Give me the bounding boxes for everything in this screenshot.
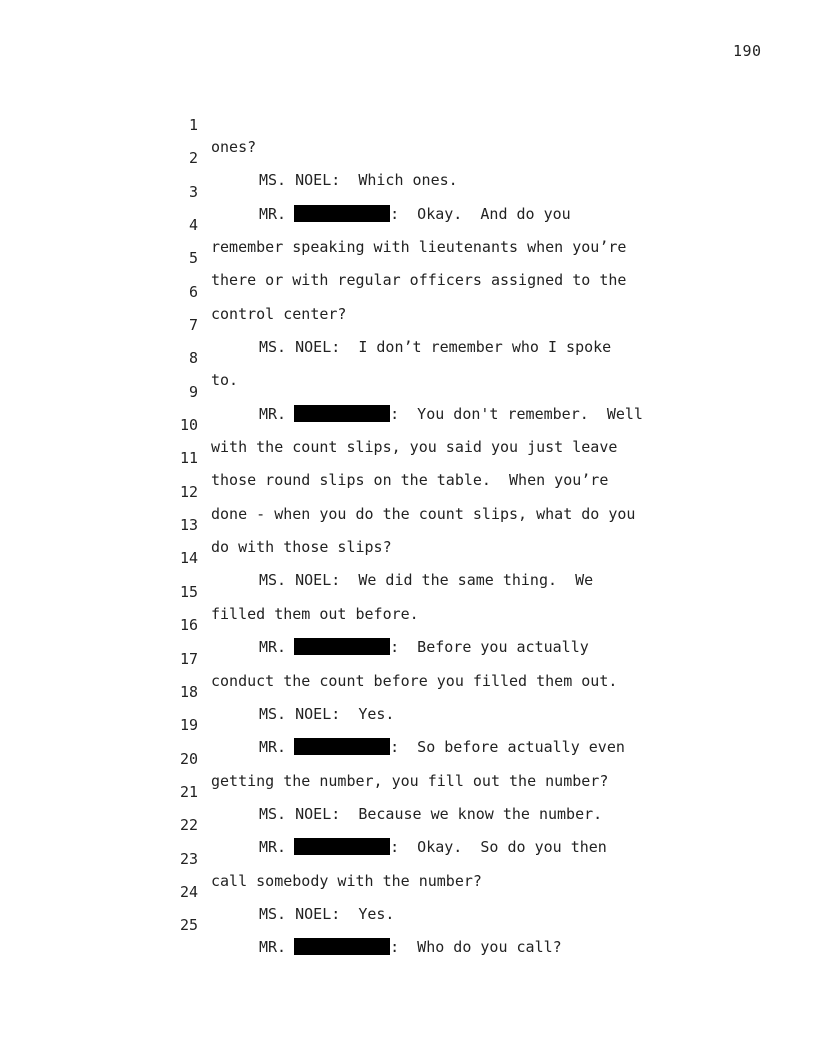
line-number: 25 xyxy=(179,916,198,935)
speaker-title: MR. xyxy=(259,938,287,957)
transcript-line xyxy=(0,359,816,423)
line-text: filled them out before. xyxy=(211,604,419,623)
transcript-line xyxy=(0,292,816,357)
line-text: those round slips on the table. When you’re xyxy=(211,471,609,490)
line-number: 1 xyxy=(188,116,198,134)
line-text: MS. NOEL: Because we know the number. xyxy=(259,804,603,823)
line-number: 11 xyxy=(179,449,198,468)
line-text: remember speaking with lieutenants when you’re xyxy=(211,238,627,257)
speaker-line xyxy=(259,936,562,958)
transcript-line xyxy=(0,159,816,223)
transcript-body xyxy=(0,92,816,957)
transcript-line xyxy=(0,459,816,523)
line-number: 2 xyxy=(188,149,198,168)
line-number: 13 xyxy=(179,516,198,535)
transcript-line xyxy=(0,726,816,790)
line-text: ones? xyxy=(211,138,257,156)
line-number: 16 xyxy=(179,616,198,635)
transcript-line xyxy=(0,192,816,257)
transcript-line xyxy=(0,892,816,957)
line-text: : So before actually even xyxy=(390,738,625,757)
line-text: : Who do you call? xyxy=(390,938,562,957)
speaker-title: MR. xyxy=(259,404,287,423)
line-text: : Okay. So do you then xyxy=(390,838,607,857)
line-number: 15 xyxy=(179,582,198,601)
line-text: MS. NOEL: I don’t remember who I spoke xyxy=(259,338,612,357)
transcript-line xyxy=(0,425,816,490)
line-number: 12 xyxy=(179,482,198,501)
transcript-line xyxy=(0,592,816,657)
line-text: with the count slips, you said you just leave xyxy=(211,438,618,457)
line-text: MS. NOEL: We did the same thing. We xyxy=(259,571,594,590)
transcript-line xyxy=(0,225,816,290)
line-text: control center? xyxy=(211,304,347,323)
speaker-title: MR. xyxy=(259,638,287,657)
line-text: to. xyxy=(211,371,239,390)
line-text: MS. NOEL: Yes. xyxy=(259,704,395,723)
line-text: : You don't remember. Well xyxy=(390,404,643,423)
line-text: getting the number, you fill out the number? xyxy=(211,771,609,790)
line-number: 6 xyxy=(188,282,198,301)
transcript-line xyxy=(0,125,816,190)
line-number: 18 xyxy=(179,682,198,701)
line-number: 10 xyxy=(179,416,198,435)
transcript-line xyxy=(0,392,816,457)
line-number: 22 xyxy=(179,816,198,835)
transcript-line xyxy=(0,492,816,557)
line-text: there or with regular officers assigned to the xyxy=(211,271,627,290)
line-number: 20 xyxy=(179,749,198,768)
transcript-line xyxy=(0,92,816,156)
speaker-title: MR. xyxy=(259,838,287,857)
transcript-line xyxy=(0,692,816,757)
line-text: : Okay. And do you xyxy=(390,204,571,223)
line-text: conduct the count before you filled them out. xyxy=(211,671,618,690)
line-number: 14 xyxy=(179,549,198,568)
transcript-line xyxy=(0,759,816,823)
transcript-line xyxy=(0,826,816,890)
line-number: 3 xyxy=(188,182,198,201)
line-number: 21 xyxy=(179,782,198,801)
line-text: do with those slips? xyxy=(211,538,392,557)
transcript-line xyxy=(0,559,816,623)
line-number: 5 xyxy=(188,249,198,268)
line-number: 24 xyxy=(179,882,198,901)
speaker-title: MR. xyxy=(259,204,287,223)
transcript-line xyxy=(0,659,816,723)
line-number: 4 xyxy=(188,216,198,235)
line-number: 17 xyxy=(179,649,198,668)
transcript-line xyxy=(0,325,816,390)
transcript-line xyxy=(0,259,816,323)
line-text: : Before you actually xyxy=(390,638,589,657)
transcript-line xyxy=(0,792,816,857)
line-text: MS. NOEL: Yes. xyxy=(259,904,395,923)
line-text: call somebody with the number? xyxy=(211,871,482,890)
transcript-line xyxy=(0,525,816,590)
line-number: 8 xyxy=(188,349,198,368)
line-number: 19 xyxy=(179,716,198,735)
page-number: 190 xyxy=(733,42,762,60)
line-number: 23 xyxy=(179,849,198,868)
line-number: 9 xyxy=(188,382,198,401)
line-number: 7 xyxy=(188,316,198,335)
line-text: done - when you do the count slips, what do you xyxy=(211,504,636,523)
transcript-line xyxy=(0,859,816,923)
transcript-line xyxy=(0,626,816,690)
speaker-title: MR. xyxy=(259,738,287,757)
line-text: MS. NOEL: Which ones. xyxy=(259,171,458,190)
redaction-box xyxy=(294,938,390,955)
